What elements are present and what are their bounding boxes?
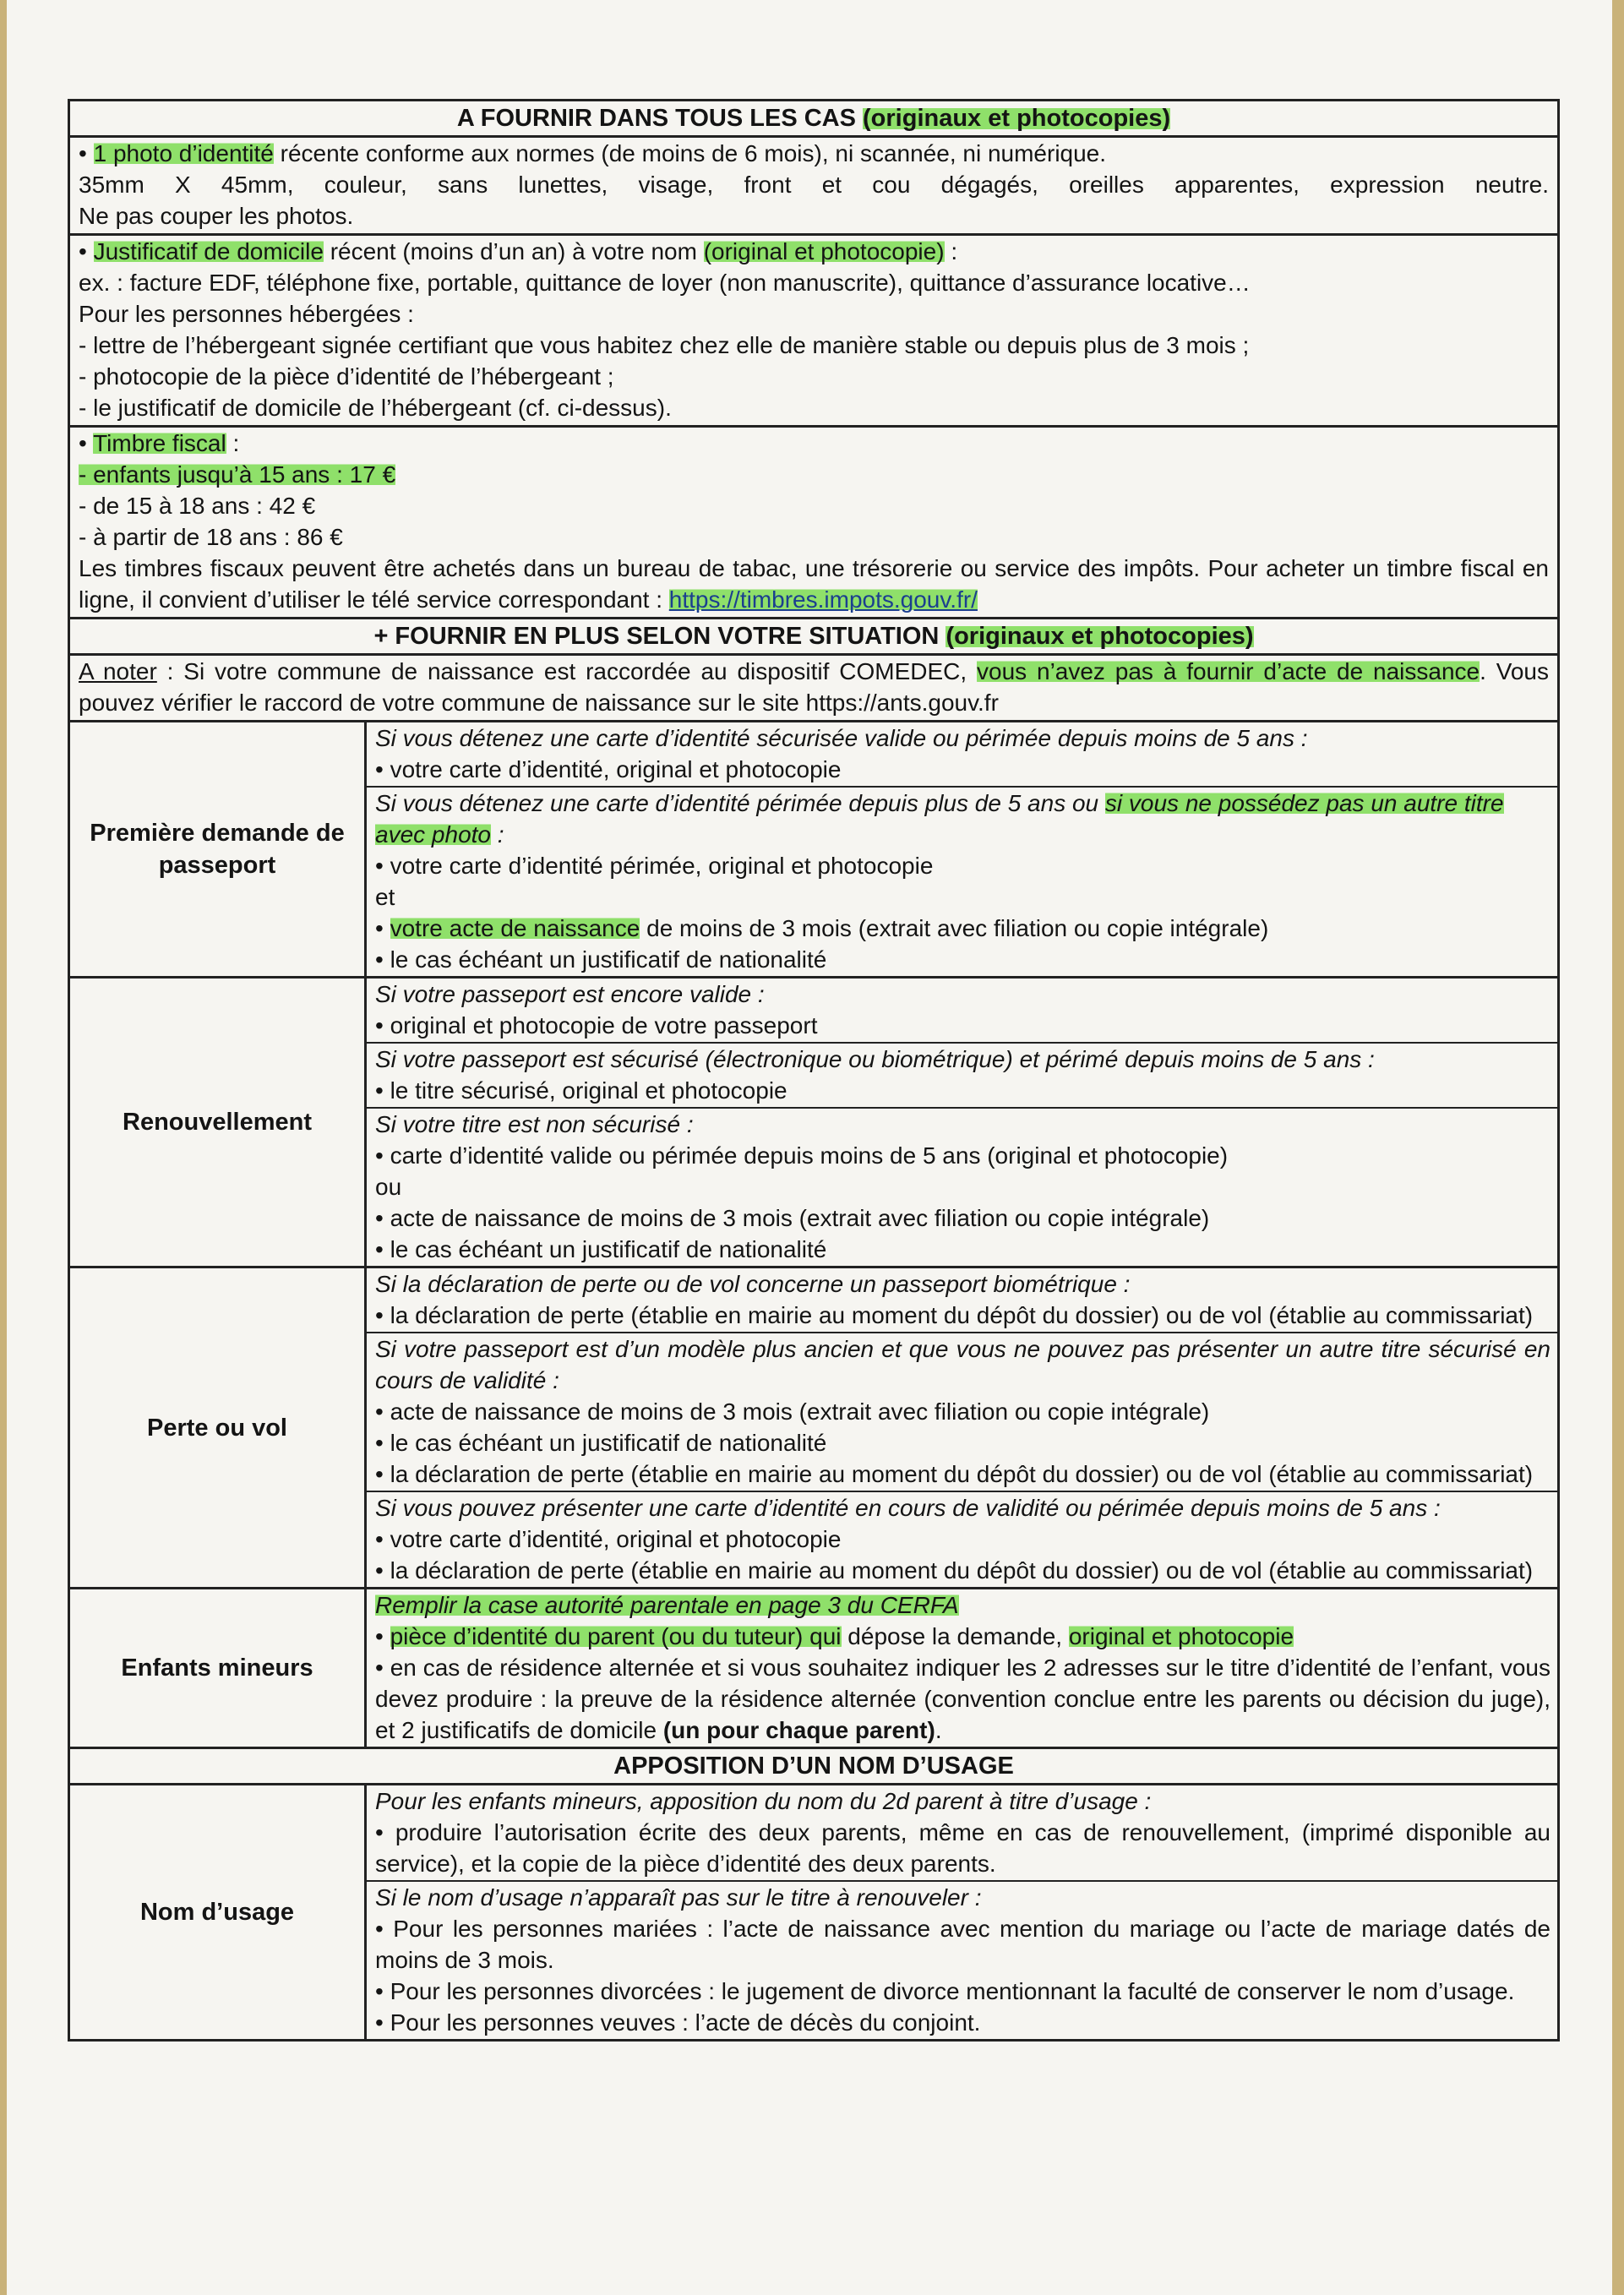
section-title: + FOURNIR EN PLUS SELON VOTRE SITUATION	[373, 623, 940, 650]
case-item: • votre carte d’identité périmée, original et photocopie	[375, 853, 934, 879]
case-item: • votre carte d’identité, original et photocopie	[375, 756, 842, 782]
case-item: • le cas échéant un justificatif de nationalité	[375, 1236, 827, 1262]
domicile-examples: ex. : facture EDF, téléphone fixe, portable, quittance de loyer (non manuscrite), quittance d’assurance locative…	[79, 270, 1251, 296]
colon: :	[491, 821, 504, 848]
case-item: • la déclaration de perte (établie en mairie au moment du dépôt du dossier) ou de vol (établie au commissariat)	[375, 1461, 1534, 1487]
requirements-table	[68, 99, 1560, 2042]
row-enfants-mineurs	[70, 1589, 1557, 1749]
photo-highlight: 1 photo d’identité	[93, 140, 274, 166]
photo-requirement	[70, 138, 1557, 236]
case-item: • le cas échéant un justificatif de nationalité	[375, 946, 827, 973]
case-title: Si votre passeport est encore valide :	[375, 981, 765, 1007]
case-item: • acte de naissance de moins de 3 mois (extrait avec filiation ou copie intégrale)	[375, 1205, 1210, 1231]
domicile-paren: (original et photocopie)	[703, 238, 945, 264]
colon: :	[944, 238, 958, 264]
colon: :	[226, 430, 240, 456]
case-item: • produire l’autorisation écrite des deux parents, même en cas de renouvellement, (imprimé disponible au service), et la copie de la pièce d’identité des deux parents.	[375, 1819, 1550, 1877]
timbre-requirement	[70, 428, 1557, 619]
bullet: •	[375, 915, 390, 941]
case-item: • Pour les personnes divorcées : le jugement de divorce mentionnant la faculté de conserver le nom d’usage.	[375, 1978, 1515, 2004]
note-highlight: vous n’avez pas à fournir d’acte de naissance	[977, 658, 1480, 684]
case-item: • acte de naissance de moins de 3 mois (extrait avec filiation ou copie intégrale)	[375, 1398, 1210, 1425]
row-label: Renouvellement	[70, 979, 367, 1266]
photo-specs: 35mm X 45mm, couleur, sans lunettes, visage, front et cou dégagés, oreilles apparentes, expression neutre.	[79, 172, 1549, 198]
bullet: •	[375, 1623, 390, 1649]
paper-sheet	[7, 0, 1612, 2295]
case-cell	[367, 788, 1557, 976]
timbre-highlight: Timbre fiscal	[93, 430, 226, 456]
case-item: • Pour les personnes veuves : l’acte de décès du conjoint.	[375, 2009, 981, 2036]
case-cell	[367, 1492, 1557, 1587]
row-label: Enfants mineurs	[70, 1589, 367, 1747]
section-title-paren: (originaux et photocopies)	[863, 105, 1171, 132]
case-title: Si votre passeport est d’un modèle plus ancien et que vous ne pouvez pas présenter un autre titre sécurisé en cours de validité :	[375, 1336, 1550, 1393]
section-title: A FOURNIR DANS TOUS LES CAS	[456, 105, 856, 132]
case-title-highlight: Remplir la case autorité parentale en page 3 du CERFA	[375, 1592, 959, 1618]
case-cell	[367, 1109, 1557, 1266]
case-item: • la déclaration de perte (établie en mairie au moment du dépôt du dossier) ou de vol (établie au commissariat)	[375, 1302, 1534, 1328]
section-title-paren: (originaux et photocopies)	[946, 623, 1254, 650]
heberge-intro: Pour les personnes hébergées :	[79, 301, 414, 327]
domicile-highlight: Justificatif de domicile	[93, 238, 324, 264]
case-cell	[367, 1333, 1557, 1492]
row-label: Première demande de passeport	[70, 722, 367, 976]
case-item: • le cas échéant un justificatif de nationalité	[375, 1430, 827, 1456]
case-cell	[367, 1882, 1557, 2039]
case-item: de moins de 3 mois (extrait avec filiation ou copie intégrale)	[640, 915, 1269, 941]
case-item-highlight: pièce d’identité du parent (ou du tuteur) qui	[390, 1623, 842, 1649]
case-title-highlight: si vous ne possédez pas un autre titre avec photo	[375, 790, 1504, 848]
domicile-text: récent (moins d’un an) à votre nom	[323, 238, 704, 264]
note-label: A noter	[79, 658, 157, 684]
bullet: •	[79, 140, 94, 166]
case-title: Si vous détenez une carte d’identité périmée depuis plus de 5 ans ou	[375, 790, 1105, 816]
case-item: • votre carte d’identité, original et photocopie	[375, 1526, 842, 1552]
heberge-item: - le justificatif de domicile de l’hébergeant (cf. ci-dessus).	[79, 395, 672, 421]
bullet: •	[79, 238, 94, 264]
row-premiere-demande	[70, 722, 1557, 979]
case-item: dépose la demande,	[841, 1623, 1069, 1649]
row-renouvellement	[70, 979, 1557, 1268]
case-title: Si la déclaration de perte ou de vol concerne un passeport biométrique :	[375, 1271, 1131, 1297]
case-item: • en cas de résidence alternée et si vous souhaitez indiquer les 2 adresses sur le titre d’identité de l’enfant, vous devez produire : la preuve de la résidence alternée (convention conclue entre les parents ou décision du juge), et 2 justificatifs de domicile	[375, 1654, 1550, 1743]
case-title: Si votre passeport est sécurisé (électronique ou biométrique) et périmé depuis moins de 5 ans :	[375, 1046, 1375, 1072]
case-item: • Pour les personnes mariées : l’acte de naissance avec mention du mariage ou l’acte de mariage datés de moins de 3 mois.	[375, 1916, 1550, 1973]
case-cell	[367, 1589, 1557, 1747]
timbre-child: - enfants jusqu’à 15 ans : 17 €	[79, 461, 396, 488]
timbre-info: Les timbres fiscaux peuvent être achetés dans un bureau de tabac, une trésorerie ou service des impôts. Pour acheter un timbre fiscal en ligne, il convient d’utiliser le télé service correspondant :	[79, 555, 1549, 613]
photo-text: récente conforme aux normes (de moins de 6 mois), ni scannée, ni numérique.	[273, 140, 1107, 166]
timbre-adult: - à partir de 18 ans : 86 €	[79, 524, 343, 550]
case-item: • le titre sécurisé, original et photocopie	[375, 1077, 787, 1104]
case-item-highlight: votre acte de naissance	[390, 915, 640, 941]
heberge-item: - photocopie de la pièce d’identité de l’hébergeant ;	[79, 363, 614, 390]
comedec-note	[70, 656, 1557, 722]
row-perte-vol	[70, 1268, 1557, 1589]
case-cell	[367, 722, 1557, 788]
case-item: • carte d’identité valide ou périmée depuis moins de 5 ans (original et photocopie)	[375, 1142, 1229, 1169]
photo-note: Ne pas couper les photos.	[79, 203, 354, 229]
note-text: . Vous pouvez vérifier le raccord de votre commune de naissance sur le site https://ants.gouv.fr	[79, 658, 1550, 716]
case-title: Si votre titre est non sécurisé :	[375, 1111, 694, 1137]
case-title: Pour les enfants mineurs, apposition du nom du 2d parent à titre d’usage :	[375, 1788, 1152, 1814]
case-cell	[367, 979, 1557, 1044]
case-title: Si vous pouvez présenter une carte d’identité en cours de validité ou périmée depuis moins de 5 ans :	[375, 1495, 1441, 1521]
case-cell	[367, 1785, 1557, 1882]
section-header-all-cases	[70, 101, 1557, 138]
row-label: Perte ou vol	[70, 1268, 367, 1587]
heberge-item: - lettre de l’hébergeant signée certifiant que vous habitez chez elle de manière stable ou depuis plus de 3 mois ;	[79, 332, 1250, 358]
case-item: • la déclaration de perte (établie en mairie au moment du dépôt du dossier) ou de vol (établie au commissariat)	[375, 1557, 1534, 1584]
period: .	[935, 1717, 942, 1743]
row-nom-usage	[70, 1785, 1557, 2039]
row-label: Nom d’usage	[70, 1785, 367, 2039]
case-title: Si vous détenez une carte d’identité sécurisée valide ou périmée depuis moins de 5 ans :	[375, 725, 1308, 751]
case-title: Si le nom d’usage n’apparaît pas sur le titre à renouveler :	[375, 1884, 982, 1911]
section-header-apposition: APPOSITION D’UN NOM D’USAGE	[70, 1749, 1557, 1785]
case-item-bold: (un pour chaque parent)	[662, 1717, 935, 1743]
timbre-link[interactable]: https://timbres.impots.gouv.fr/	[668, 586, 978, 613]
case-item: • original et photocopie de votre passeport	[375, 1012, 818, 1038]
timbre-teen: - de 15 à 18 ans : 42 €	[79, 493, 316, 519]
case-conjunction: et	[375, 884, 395, 910]
case-cell	[367, 1044, 1557, 1109]
case-conjunction: ou	[375, 1174, 402, 1200]
bullet: •	[79, 430, 94, 456]
note-text: : Si votre commune de naissance est raccordée au dispositif COMEDEC,	[156, 658, 977, 684]
section-header-plus	[70, 619, 1557, 656]
domicile-requirement	[70, 236, 1557, 428]
case-cell	[367, 1268, 1557, 1333]
case-item-highlight: original et photocopie	[1068, 1623, 1294, 1649]
